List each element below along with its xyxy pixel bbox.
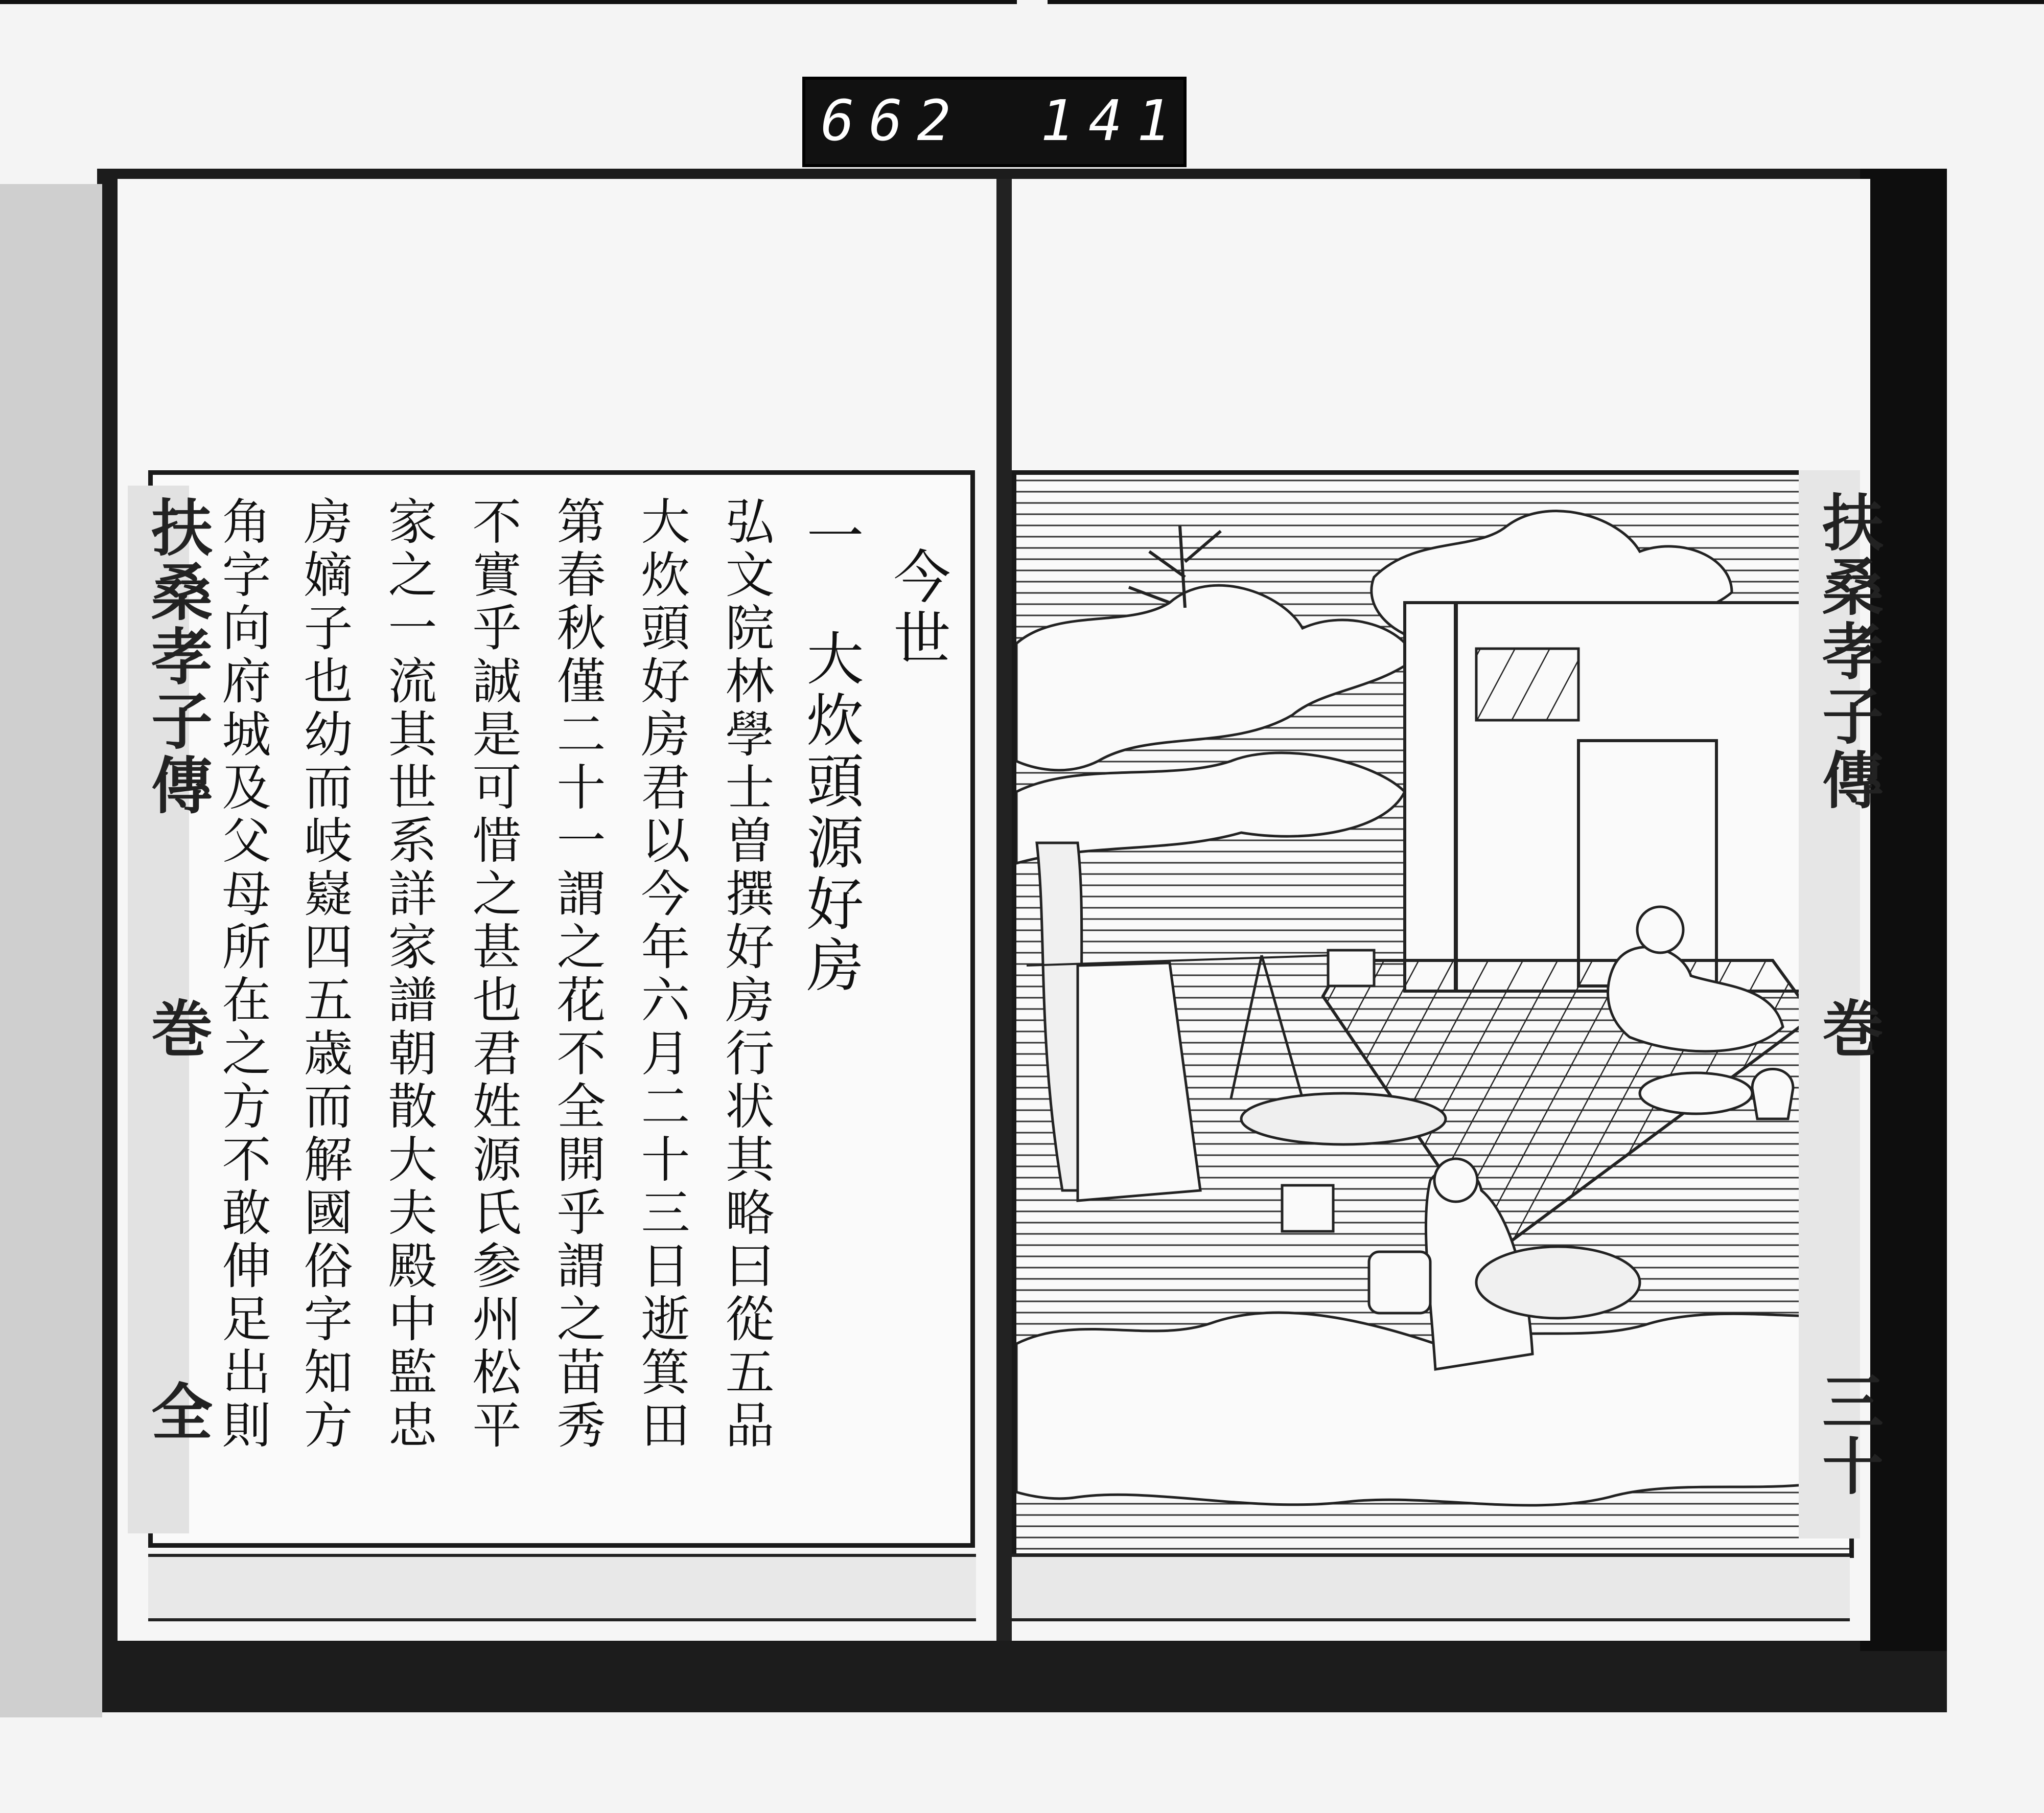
text-column-4: 大炊頭好房君以今年六月二十三日逝箕田 — [633, 496, 690, 1453]
small-box — [1282, 1185, 1333, 1231]
left-stacked-pages — [0, 184, 102, 1717]
right-margin-volume: 巻 — [1812, 997, 1884, 1061]
pot — [1328, 950, 1374, 986]
text-column-3: 弘文院林學士曽撰好房行状其略曰從五品 — [717, 496, 775, 1453]
left-margin-title: 扶桑孝子傳 — [141, 496, 213, 818]
stepping-stone — [1476, 1247, 1640, 1318]
brazier — [1640, 1073, 1752, 1114]
water-bucket — [1369, 1252, 1430, 1313]
book-gutter — [996, 179, 1012, 1641]
film-label-left-number: 662 — [821, 88, 965, 153]
right-page — [1012, 179, 1884, 1641]
woodblock-illustration — [1016, 475, 1849, 1553]
millstone — [1241, 1093, 1446, 1144]
scan-top-rule-left — [0, 0, 1017, 4]
right-margin-folio: 三十 — [1812, 1370, 1884, 1499]
woman-head — [1434, 1159, 1477, 1202]
elder-head — [1637, 907, 1683, 953]
text-column-2: 一 大炊頭源好房 — [797, 506, 864, 997]
text-column-1: 今世 — [884, 547, 950, 670]
left-margin-folio: 全 — [141, 1380, 213, 1444]
illustration-frame — [1012, 470, 1854, 1558]
right-bottom-band — [1012, 1554, 1850, 1621]
right-margin-title: 扶桑孝子傳 — [1812, 491, 1884, 813]
film-label — [802, 77, 1187, 167]
house-window — [1476, 649, 1578, 720]
text-column-7: 家之一流其世系詳家譜朝散大夫殿中監忠 — [380, 496, 437, 1453]
text-column-5: 第春秋僅二十一謂之花不全開乎謂之苗秀 — [549, 496, 606, 1453]
kettle — [1752, 1069, 1793, 1119]
film-label-right-number: 141 — [1040, 88, 1185, 153]
text-column-8: 房嫡子也幼而岐嶷四五歳而解國俗字知方 — [296, 496, 353, 1453]
left-page — [118, 179, 996, 1641]
left-bottom-band — [148, 1554, 976, 1621]
left-margin-volume: 巻 — [141, 997, 213, 1061]
text-column-6: 不實乎誠是可惜之甚也君姓源氏参州松平 — [464, 496, 522, 1453]
text-column-9: 角字向府城及父母所在之方不敢伸足出則 — [214, 496, 271, 1453]
scan-top-rule-right — [1048, 0, 2044, 4]
